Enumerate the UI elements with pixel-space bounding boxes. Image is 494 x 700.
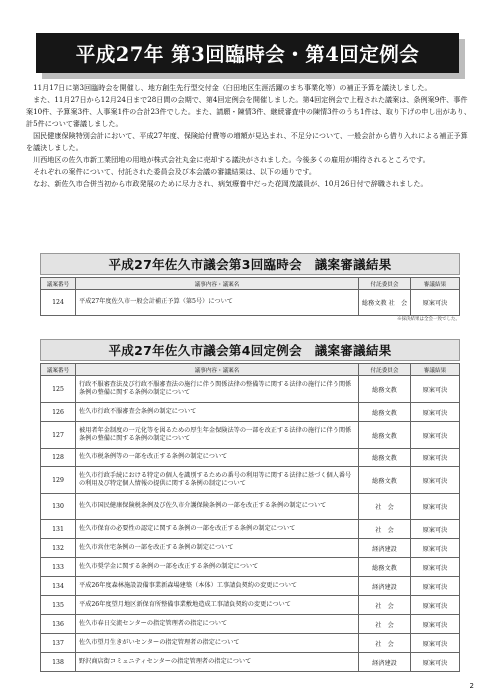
bill-number: 137 bbox=[41, 634, 76, 653]
paragraph: 国民健康保険特別会計において、平成27年度、保険給付費等の増額が見込まれ、不足分について、一般会計から借り入れによる補正予算を議決しました。 bbox=[26, 131, 468, 152]
page-number: 2 bbox=[469, 682, 474, 690]
committee: 総務文教 社 会 bbox=[359, 290, 411, 316]
bill-name: 平成26年度森林施設設備事業新森場建築（本体）工事請負契約の変更について bbox=[76, 577, 359, 596]
committee: 総務文教 bbox=[359, 403, 411, 422]
table-row bbox=[41, 634, 460, 653]
sec3-title: 平成27年佐久市議会第3回臨時会 議案審議結果 bbox=[40, 253, 460, 275]
bill-number: 129 bbox=[41, 467, 76, 494]
bill-name: 佐久市税条例等の一部を改正する条例の制定について bbox=[76, 449, 359, 467]
result: 原案可決 bbox=[411, 615, 460, 634]
col-header: 議事内容・議案名 bbox=[76, 278, 359, 290]
result: 原案可決 bbox=[411, 494, 460, 520]
sec4-title: 平成27年佐久市議会第4回定例会 議案審議結果 bbox=[40, 339, 460, 361]
committee: 総務文教 bbox=[359, 467, 411, 494]
result: 原案可決 bbox=[411, 539, 460, 558]
committee: 経済建設 bbox=[359, 653, 411, 672]
table-row bbox=[41, 422, 460, 449]
table-row bbox=[41, 520, 460, 539]
committee: 経済建設 bbox=[359, 577, 411, 596]
bill-name: 佐久市行政手続における特定の個人を識別するための番号の利用等に関する法律に基づく個人番号の利用及び特定個人情報の提供に関する条例の制定について bbox=[76, 467, 359, 494]
bill-number: 136 bbox=[41, 615, 76, 634]
bill-name: 佐久市保育の必要性の認定に関する条例の一部を改正する条例の制定について bbox=[76, 520, 359, 539]
bill-number: 124 bbox=[41, 290, 76, 316]
bill-name: 野沢商店街コミュニティセンターの指定管理者の指定について bbox=[76, 653, 359, 672]
table-row bbox=[41, 558, 460, 577]
bill-name: 被用者年金制度の一元化等を図るための厚生年金保険法等の一部を改正する法律の施行に伴う関係条例の整備に関する条例の制定について bbox=[76, 422, 359, 449]
result: 原案可決 bbox=[411, 467, 460, 494]
result: 原案可決 bbox=[411, 290, 460, 316]
bill-name: 佐久市行政不服審査会条例の制定について bbox=[76, 403, 359, 422]
result: 原案可決 bbox=[411, 577, 460, 596]
committee: 社 会 bbox=[359, 596, 411, 615]
committee: 社 会 bbox=[359, 494, 411, 520]
col-header: 議案番号 bbox=[41, 364, 76, 376]
result: 原案可決 bbox=[411, 422, 460, 449]
paragraph: なお、新佐久市合併当初から市政発展のために尽力され、病気療養中だった花岡茂議員が、10月26日付で辞職されました。 bbox=[33, 179, 428, 188]
bill-number: 138 bbox=[41, 653, 76, 672]
committee: 経済建設 bbox=[359, 539, 411, 558]
result: 原案可決 bbox=[411, 596, 460, 615]
table-row bbox=[41, 449, 460, 467]
paragraph: また、11月27日から12月24日まで28日間の会期で、第4回定例会を開催しました。第4回定例会で上程された議案は、条例案9件、事件案10件、予算案3件、人事案1件の合計23件でした。また、請願・陳情3件、継続審査中の陳情3件のうち1件は、取り下げの申し出があり、計5件について審議しました。 bbox=[26, 95, 471, 128]
committee: 総務文教 bbox=[359, 558, 411, 577]
bill-number: 135 bbox=[41, 596, 76, 615]
table-row bbox=[41, 539, 460, 558]
sec3-table bbox=[40, 277, 460, 316]
sec4-table bbox=[40, 363, 460, 672]
bill-number: 132 bbox=[41, 539, 76, 558]
bill-number: 134 bbox=[41, 577, 76, 596]
committee: 総務文教 bbox=[359, 422, 411, 449]
col-header: 付託委員会 bbox=[359, 278, 411, 290]
col-header: 付託委員会 bbox=[359, 364, 411, 376]
bill-name: 佐久市望月生きがいセンターの指定管理者の指定について bbox=[76, 634, 359, 653]
bill-name: 平成26年度望月地区新保育所整備事業敷地造成工事請負契約の変更について bbox=[76, 596, 359, 615]
result: 原案可決 bbox=[411, 376, 460, 403]
col-header: 議案番号 bbox=[41, 278, 76, 290]
bill-name: 佐久市奨学金に関する条例の一部を改正する条例の制定について bbox=[76, 558, 359, 577]
col-header: 審議結果 bbox=[411, 364, 460, 376]
committee: 社 会 bbox=[359, 634, 411, 653]
result: 原案可決 bbox=[411, 449, 460, 467]
bill-name: 行政不服審査法及び行政不服審査法の施行に伴う関係法律の整備等に関する法律の施行に伴う関係条例の整備に関する条例の制定について bbox=[76, 376, 359, 403]
result: 原案可決 bbox=[411, 520, 460, 539]
bill-number: 126 bbox=[41, 403, 76, 422]
result: 原案可決 bbox=[411, 558, 460, 577]
bill-number: 130 bbox=[41, 494, 76, 520]
table-row bbox=[41, 467, 460, 494]
bill-number: 131 bbox=[41, 520, 76, 539]
bill-number: 127 bbox=[41, 422, 76, 449]
table-row bbox=[41, 615, 460, 634]
result: 原案可決 bbox=[411, 653, 460, 672]
bill-name: 佐久市春日交流センターの指定管理者の指定について bbox=[76, 615, 359, 634]
table-row bbox=[41, 403, 460, 422]
result: 原案可決 bbox=[411, 634, 460, 653]
bill-name: 平成27年度佐久市一般会計補正予算（第5号）について bbox=[76, 290, 359, 316]
bill-name: 佐久市国民健康保険税条例及び佐久市介護保険条例の一部を改正する条例の制定について bbox=[76, 494, 359, 520]
table-row bbox=[41, 376, 460, 403]
bill-name: 佐久市営住宅条例の一部を改正する条例の制定について bbox=[76, 539, 359, 558]
table-row bbox=[41, 577, 460, 596]
committee: 社 会 bbox=[359, 615, 411, 634]
intro-text bbox=[26, 82, 473, 190]
paragraph: それぞれの案件について、付託された委員会及び本会議の審議結果は、以下の通りです。 bbox=[33, 167, 316, 176]
table-row bbox=[41, 290, 460, 316]
sec3-note: ※採決結果は全会一致でした。 bbox=[397, 317, 460, 322]
committee: 総務文教 bbox=[359, 376, 411, 403]
paragraph: 川西地区の佐久市新工業団地の用地が株式会社丸金に売却する議決がされました。今後多くの雇用が期待されるところです。 bbox=[33, 155, 430, 164]
table-row bbox=[41, 596, 460, 615]
bill-number: 125 bbox=[41, 376, 76, 403]
paragraph: 11月17日に第3回臨時会を開催し、地方創生先行型交付金（臼田地区生涯活躍のまち事業化等）の補正予算を議決しました。 bbox=[33, 83, 432, 92]
table-row bbox=[41, 653, 460, 672]
bill-number: 128 bbox=[41, 449, 76, 467]
col-header: 審議結果 bbox=[411, 278, 460, 290]
col-header: 議事内容・議案名 bbox=[76, 364, 359, 376]
table-row bbox=[41, 494, 460, 520]
bill-number: 133 bbox=[41, 558, 76, 577]
page-banner-title: 平成27年 第3回臨時会・第4回定例会 bbox=[36, 33, 459, 73]
result: 原案可決 bbox=[411, 403, 460, 422]
committee: 社 会 bbox=[359, 520, 411, 539]
committee: 総務文教 bbox=[359, 449, 411, 467]
